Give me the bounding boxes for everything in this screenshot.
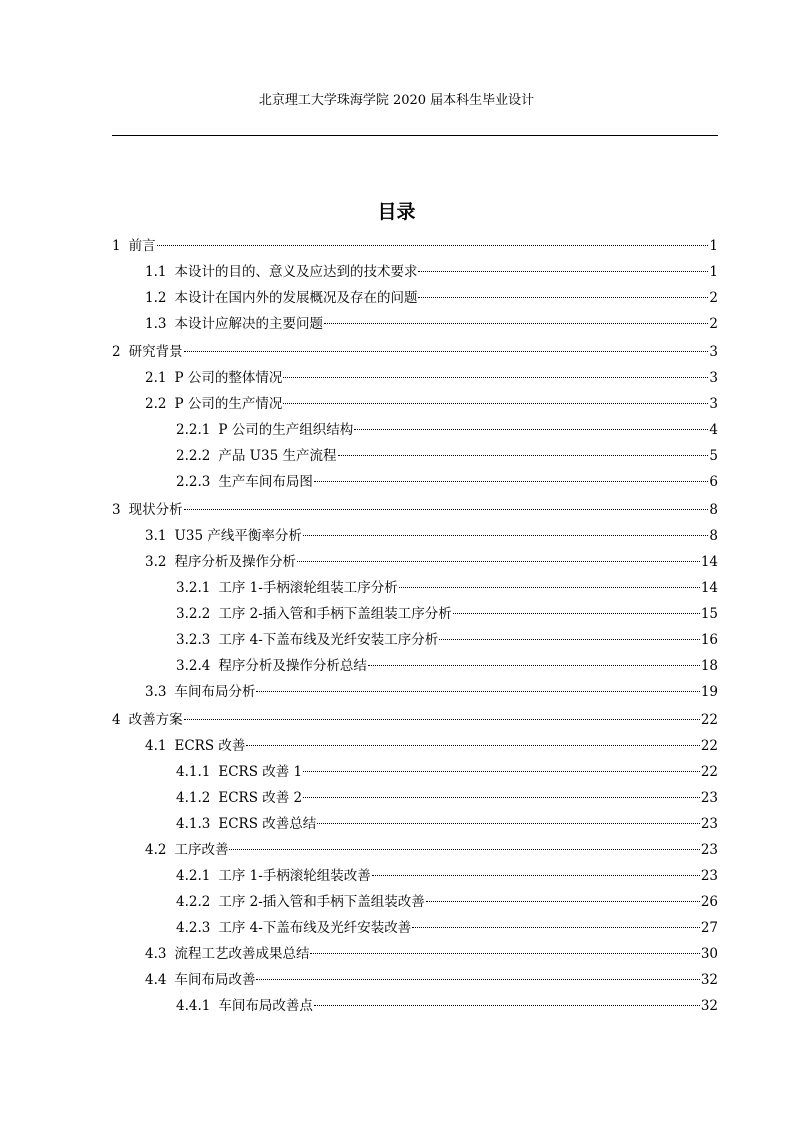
toc-entry[interactable] [176, 889, 718, 915]
toc-entry-page: 22 [700, 764, 718, 780]
toc-dot-leader [426, 901, 700, 902]
toc-dot-leader [157, 245, 709, 246]
toc-entry-title: 流程工艺改善成果总结 [174, 946, 310, 962]
toc-dot-leader [184, 509, 709, 510]
toc-entry-page: 8 [709, 502, 718, 518]
toc-entry[interactable] [112, 233, 718, 259]
toc-entry-page: 16 [700, 632, 718, 648]
toc-entry-title: P 公司的生产组织结构 [218, 422, 354, 438]
toc-entry[interactable] [145, 285, 718, 311]
toc-dot-leader [372, 875, 700, 876]
toc-entry-label [145, 285, 417, 311]
toc-entry[interactable] [145, 523, 718, 549]
toc-entry-title: 现状分析 [128, 502, 183, 518]
toc-entry-label [176, 575, 398, 601]
toc-entry[interactable] [176, 863, 718, 889]
toc-entry[interactable] [145, 733, 718, 759]
toc-entry-number: 4.2.2 [176, 894, 211, 910]
toc-entry-page: 2 [709, 316, 718, 332]
toc-entry-label [145, 549, 296, 575]
toc-entry-label [145, 733, 245, 759]
toc-dot-leader [324, 323, 708, 324]
toc-dot-leader [314, 481, 709, 482]
toc-entry-number: 1.3 [145, 316, 167, 332]
toc-entry[interactable] [112, 339, 718, 365]
toc-entry-page: 22 [700, 738, 718, 754]
toc-entry-title: ECRS 改善总结 [218, 816, 317, 832]
toc-entry-page: 15 [700, 606, 718, 622]
toc-dot-leader [418, 271, 708, 272]
toc-entry-label [176, 863, 371, 889]
toc-entry-label [112, 497, 183, 523]
toc-entry-title: P 公司的生产情况 [174, 396, 283, 412]
toc-entry-page: 5 [709, 448, 718, 464]
toc-entry-label [145, 837, 228, 863]
toc-entry-title: ECRS 改善 1 [218, 764, 303, 780]
toc-entry-title: 工序 4-下盖布线及光纤安装工序分析 [218, 632, 439, 648]
toc-dot-leader [314, 1005, 700, 1006]
toc-dot-leader [354, 429, 708, 430]
toc-entry[interactable] [176, 993, 718, 1019]
toc-entry-title: 工序 2-插入管和手柄下盖组装工序分析 [218, 606, 452, 622]
toc-dot-leader [283, 403, 708, 404]
toc-entry-number: 4.2 [145, 842, 167, 858]
toc-entry-page: 3 [709, 396, 718, 412]
toc-dot-leader [184, 351, 709, 352]
toc-entry-label [112, 233, 156, 259]
toc-entry-title: ECRS 改善 [174, 738, 246, 754]
toc-title: 目录 [377, 201, 416, 223]
toc-entry-title: 前言 [128, 238, 156, 254]
toc-entry-label [145, 259, 417, 285]
toc-entry-page: 32 [700, 972, 718, 988]
toc-entry-number: 4.4 [145, 972, 167, 988]
toc-entry[interactable] [176, 417, 718, 443]
toc-entry-page: 1 [709, 238, 718, 254]
toc-dot-leader [184, 719, 700, 720]
toc-dot-leader [229, 849, 699, 850]
toc-entry-number: 3.2.3 [176, 632, 211, 648]
toc-entry-number: 2 [112, 344, 121, 360]
toc-entry-number: 1.2 [145, 290, 167, 306]
toc-entry-title: 本设计应解决的主要问题 [174, 316, 323, 332]
toc-entry-page: 32 [700, 998, 718, 1014]
toc-dot-leader [297, 561, 700, 562]
toc-entry-title: 工序 2-插入管和手柄下盖组装改善 [218, 894, 425, 910]
toc-entry[interactable] [145, 679, 718, 705]
toc-entry-label [176, 653, 367, 679]
page-header: 北京理工大学珠海学院 2020 届本科生毕业设计 [258, 93, 535, 108]
toc-entry-number: 2.2 [145, 396, 167, 412]
toc-entry-title: 车间布局改善点 [218, 998, 313, 1014]
toc-entry-label [176, 469, 313, 495]
toc-entry-label [176, 993, 313, 1019]
toc-entry-page: 3 [709, 370, 718, 386]
toc-entry-number: 4.1.3 [176, 816, 211, 832]
toc-entry-label [176, 785, 302, 811]
toc-entry-label [176, 601, 452, 627]
toc-entry-number: 4 [112, 712, 121, 728]
toc-entry[interactable] [176, 443, 718, 469]
toc-dot-leader [256, 979, 699, 980]
toc-entry-title: 生产车间布局图 [218, 474, 313, 490]
toc-entry-label [145, 391, 282, 417]
toc-entry-label [145, 365, 282, 391]
toc-entry-number: 3 [112, 502, 121, 518]
toc-dot-leader [246, 745, 699, 746]
toc-dot-leader [418, 297, 708, 298]
toc-dot-leader [310, 953, 699, 954]
toc-entry-number: 2.2.1 [176, 422, 211, 438]
toc-entry-title: 工序改善 [174, 842, 229, 858]
toc-dot-leader [412, 927, 700, 928]
toc-entry[interactable] [145, 967, 718, 993]
toc-entry-label [145, 523, 302, 549]
toc-entry[interactable] [176, 627, 718, 653]
toc-dot-leader [453, 613, 700, 614]
toc-entry-title: ECRS 改善 2 [218, 790, 303, 806]
toc-entry[interactable] [145, 259, 718, 285]
toc-entry[interactable] [176, 915, 718, 941]
toc-dot-leader [317, 823, 700, 824]
toc-entry-title: 工序 4-下盖布线及光纤安装改善 [218, 920, 412, 936]
toc-entry-number: 4.2.3 [176, 920, 211, 936]
toc-entry-label [176, 811, 316, 837]
toc-entry-page: 3 [709, 344, 718, 360]
toc-entry-number: 3.2.4 [176, 658, 211, 674]
toc-entry-title: 车间布局分析 [174, 684, 256, 700]
toc-entry-label [145, 679, 255, 705]
toc-entry-title: 产品 U35 生产流程 [218, 448, 337, 464]
toc-entry[interactable] [145, 941, 718, 967]
toc-entry[interactable] [145, 311, 718, 337]
toc-entry[interactable] [145, 837, 718, 863]
toc-entry-page: 14 [700, 554, 718, 570]
toc-entry-page: 23 [700, 816, 718, 832]
toc-entry-title: 程序分析及操作分析总结 [218, 658, 367, 674]
header-divider [112, 135, 718, 136]
toc-entry[interactable] [176, 785, 718, 811]
toc-dot-leader [283, 377, 708, 378]
toc-entry-page: 4 [709, 422, 718, 438]
toc-entry-number: 1.1 [145, 264, 167, 280]
toc-entry-page: 27 [700, 920, 718, 936]
toc-entry-label [176, 889, 425, 915]
toc-entry-title: U35 产线平衡率分析 [174, 528, 302, 544]
toc-entry-number: 4.1.2 [176, 790, 211, 806]
toc-entry-label [145, 311, 323, 337]
toc-entry[interactable] [176, 469, 718, 495]
toc-entry[interactable] [145, 549, 718, 575]
toc-entry-number: 4.1 [145, 738, 167, 754]
toc-entry-title: P 公司的整体情况 [174, 370, 283, 386]
toc-entry-number: 3.1 [145, 528, 167, 544]
toc-entry-number: 4.2.1 [176, 868, 211, 884]
toc-entry-title: 研究背景 [128, 344, 183, 360]
toc-entry-page: 22 [700, 712, 718, 728]
toc-entry-page: 19 [700, 684, 718, 700]
toc-entry-page: 14 [700, 580, 718, 596]
toc-entry-page: 2 [709, 290, 718, 306]
toc-entry-page: 18 [700, 658, 718, 674]
toc-dot-leader [399, 587, 700, 588]
toc-dot-leader [338, 455, 709, 456]
toc-entry-title: 工序 1-手柄滚轮组装工序分析 [218, 580, 398, 596]
toc-entry[interactable] [176, 601, 718, 627]
toc-entry-page: 23 [700, 842, 718, 858]
toc-dot-leader [303, 771, 700, 772]
toc-entry-label [176, 417, 353, 443]
toc-entry[interactable] [176, 653, 718, 679]
toc-dot-leader [368, 665, 700, 666]
toc-entry-number: 2.2.3 [176, 474, 211, 490]
toc-entry[interactable] [176, 575, 718, 601]
toc-entry-number: 4.3 [145, 946, 167, 962]
toc-entry-page: 26 [700, 894, 718, 910]
toc-entry-title: 改善方案 [128, 712, 183, 728]
toc-entry-label [145, 967, 255, 993]
toc-entry[interactable] [112, 707, 718, 733]
toc-entry-page: 23 [700, 868, 718, 884]
toc-entry[interactable] [145, 365, 718, 391]
toc-entry[interactable] [176, 811, 718, 837]
toc-dot-leader [303, 797, 700, 798]
toc-dot-leader [303, 535, 709, 536]
toc-entry-number: 3.2 [145, 554, 167, 570]
toc-entry-title: 本设计在国内外的发展概况及存在的问题 [174, 290, 418, 306]
toc-entry-label [112, 707, 183, 733]
toc-entry[interactable] [112, 497, 718, 523]
toc-entry-page: 8 [709, 528, 718, 544]
toc-entry-label [112, 339, 183, 365]
toc-entry-number: 4.1.1 [176, 764, 211, 780]
toc-entry-number: 3.3 [145, 684, 167, 700]
toc-entry-page: 1 [709, 264, 718, 280]
toc-entry-title: 车间布局改善 [174, 972, 256, 988]
toc-entry-label [176, 627, 438, 653]
toc-entry[interactable] [145, 391, 718, 417]
toc-entry-title: 工序 1-手柄滚轮组装改善 [218, 868, 371, 884]
toc-dot-leader [439, 639, 700, 640]
toc-entry-title: 本设计的目的、意义及应达到的技术要求 [174, 264, 418, 280]
toc-entry-number: 3.2.1 [176, 580, 211, 596]
toc-entry-title: 程序分析及操作分析 [174, 554, 296, 570]
toc-entry-number: 2.2.2 [176, 448, 211, 464]
toc-entry-number: 2.1 [145, 370, 167, 386]
toc-entry-page: 30 [700, 946, 718, 962]
toc-entry[interactable] [176, 759, 718, 785]
toc-entry-page: 6 [709, 474, 718, 490]
toc-entry-number: 1 [112, 238, 121, 254]
toc-dot-leader [256, 691, 699, 692]
toc-entry-number: 3.2.2 [176, 606, 211, 622]
toc-entry-number: 4.4.1 [176, 998, 211, 1014]
toc-entry-label [176, 915, 411, 941]
toc-entry-page: 23 [700, 790, 718, 806]
toc-entry-label [176, 443, 337, 469]
toc-entry-label [176, 759, 302, 785]
toc-entry-label [145, 941, 309, 967]
